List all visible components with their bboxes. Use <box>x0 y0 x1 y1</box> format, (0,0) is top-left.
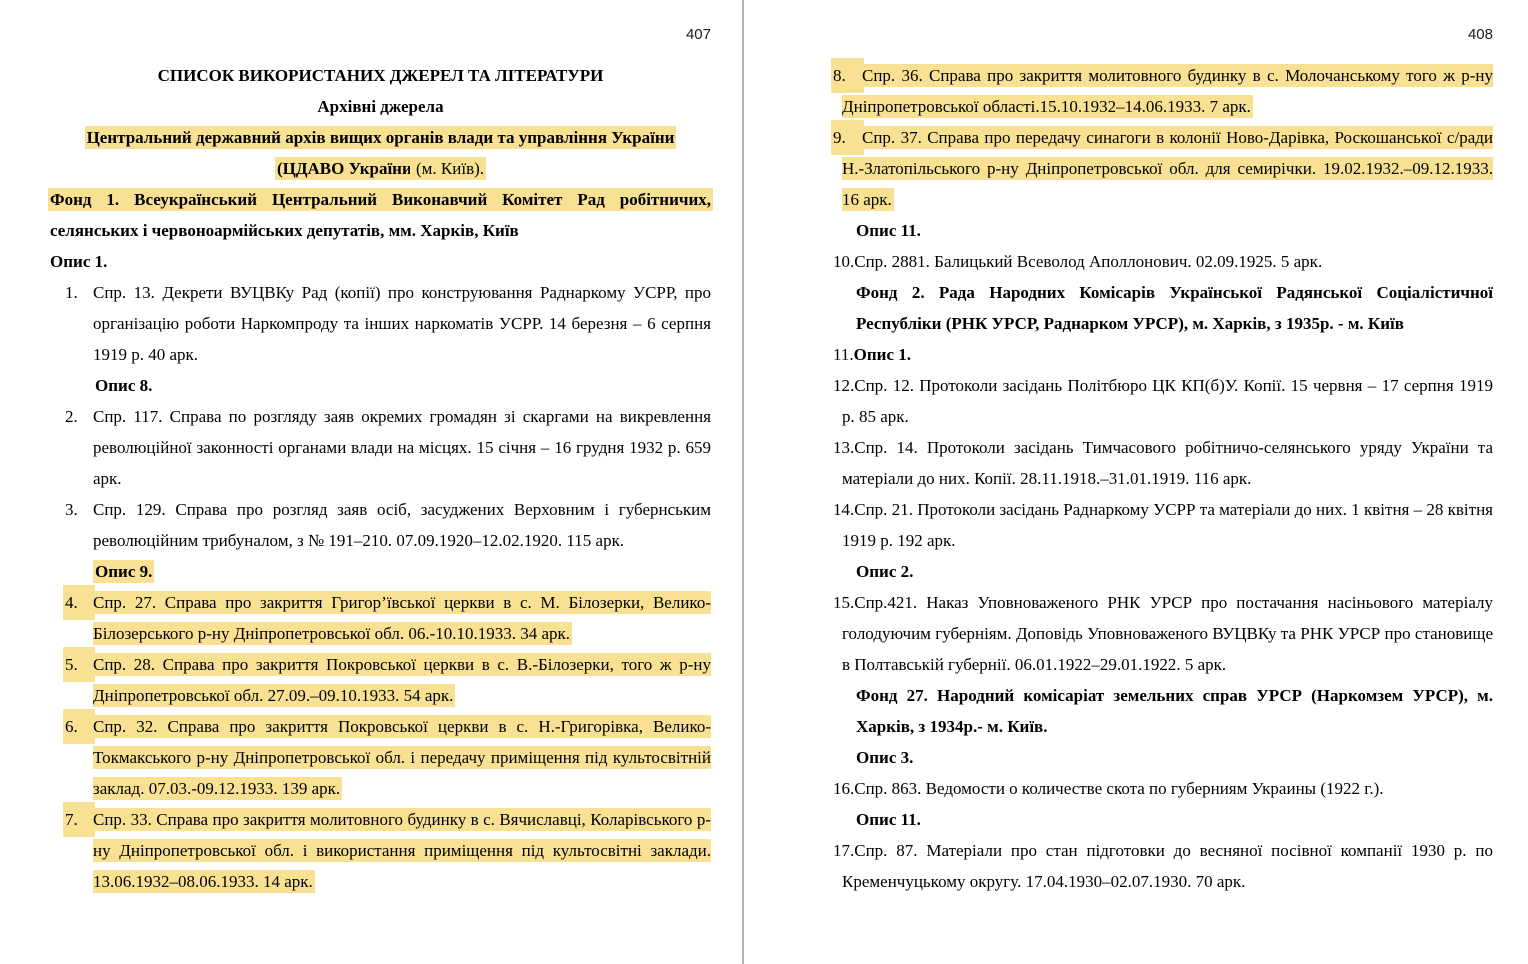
text-segment: Фонд 2. Рада Народних Комісарів Української Радянської Соціалістичної Республіки (РНК УРСР, Раднарком УРСР), м. Харків, з 1935р. - м. Київ <box>856 283 1493 333</box>
item-number: 16. <box>833 779 855 798</box>
opys-heading <box>50 246 711 277</box>
text-segment: Спр. 2881. Балицький Всеволод Аполлонович. 02.09.1925. 5 арк. <box>854 252 1323 271</box>
opys-heading <box>95 556 711 587</box>
text-segment: Опис 11. <box>856 221 921 240</box>
highlighted-text: Центральний державний архів вищих органів влади та управління України <box>86 128 675 147</box>
page-407 <box>50 0 711 897</box>
item-number: 10. <box>833 252 855 271</box>
text-segment: Фонд 27. Народний комісаріат земельних справ УРСР (Наркомзем УРСР), м. Харків, з 1934р.- м. Київ. <box>856 686 1493 736</box>
fond-heading <box>50 184 711 246</box>
text-segment: Опис 1. <box>50 252 108 271</box>
item-number: 1. <box>65 283 78 302</box>
archive-sources-subtitle <box>50 91 711 122</box>
document-title <box>50 60 711 91</box>
bibliography-item <box>833 587 1493 680</box>
text-segment: Спр. 129. Справа про розгляд заяв осіб, засуджених Верховним і губернським революційним трибуналом, з № 191–210. 07.09.1920–12.02.1920. 115 арк. <box>93 500 711 550</box>
highlighted-text: (ЦДАВО України <box>276 159 412 178</box>
bibliography-item <box>833 494 1493 556</box>
fond-heading <box>856 680 1493 742</box>
page-content <box>50 0 711 897</box>
item-number: 9. <box>833 122 862 153</box>
highlighted-text: Опис 9. <box>95 562 153 581</box>
text-segment: Опис 8. <box>95 376 153 395</box>
page-divider <box>742 0 744 964</box>
item-number: 7. <box>65 804 93 835</box>
bibliography-item <box>50 587 711 649</box>
bibliography-item <box>50 494 711 556</box>
bibliography-item <box>833 773 1493 804</box>
text-segment: Спр. 117. Справа по розгляду заяв окремих громадян зі скаргами на викревлення революційної законності органами влади на місцях. 15 січня – 16 грудня 1932 р. 659 арк. <box>93 407 711 488</box>
highlighted-text: Спр. 33. Справа про закриття молитовного будинку в с. Вячиславці, Коларівського р-ну Дніпропетровської обл. і використання приміщення під культосвітні заклади. 13.06.1932–08.06.1933. 14 арк. <box>93 810 711 891</box>
highlighted-text: Фонд 1. Всеукраїнський Центральний Виконавчий Комітет Рад робітничих, <box>50 190 711 209</box>
page-number: 407 <box>685 26 711 43</box>
item-number: 4. <box>65 587 93 618</box>
page-content <box>833 0 1493 897</box>
item-number: 8. <box>833 60 862 91</box>
fond-heading <box>856 277 1493 339</box>
text-segment: Опис 3. <box>856 748 914 767</box>
opys-heading <box>95 370 711 401</box>
item-number: 6. <box>65 711 93 742</box>
item-number: 5. <box>65 649 93 680</box>
page-number: 408 <box>1467 26 1493 43</box>
item-number: 2. <box>65 407 78 426</box>
bibliography-item <box>50 804 711 897</box>
text-segment: СПИСОК ВИКОРИСТАНИХ ДЖЕРЕЛ ТА ЛІТЕРАТУРИ <box>157 66 604 85</box>
opys-heading <box>856 804 1493 835</box>
text-segment: Спр.421. Наказ Уповноваженого РНК УРСР про постачання насіньового матеріалу голодуючим губерніям. Доповідь Уповноваженого ВУЦВКу та РНК УРСР про становище в Полтавській губернії. 06.01.1922–29.01.1922. 5 арк. <box>842 593 1493 674</box>
highlighted-text: Спр. 36. Справа про закриття молитовного будинку в с. Молочанському того ж р-ну Дніпропетровської області.15.10.1932–14.06.1933. 7 арк. <box>842 66 1493 116</box>
text-segment: Опис 11. <box>856 810 921 829</box>
text-segment: селянських і червоноармійських депутатів, мм. Харків, Київ <box>50 221 519 240</box>
bibliography-item <box>833 370 1493 432</box>
bibliography-item <box>50 277 711 370</box>
item-number: 3. <box>65 500 78 519</box>
opys-heading <box>856 215 1493 246</box>
highlighted-text: Спр. 28. Справа про закриття Покровської церкви в с. В.-Білозерки, того ж р-ну Дніпропетровської обл. 27.09.–09.10.1933. 54 арк. <box>93 655 711 705</box>
bibliography-item <box>50 711 711 804</box>
text-segment: Спр. 13. Декрети ВУЦВКу Рад (копії) про конструювання Раднаркому УСРР, про організацію роботи Наркомпроду та інших наркоматів УСРР. 14 березня – 6 серпня 1919 р. 40 арк. <box>93 283 711 364</box>
bibliography-item <box>833 835 1493 897</box>
item-number: 17. <box>833 841 855 860</box>
archive-name-heading <box>50 122 711 184</box>
opys-heading <box>856 556 1493 587</box>
item-number: 13. <box>833 438 855 457</box>
bibliography-item <box>50 649 711 711</box>
highlighted-text: (м. Київ). <box>411 159 485 178</box>
bibliography-item <box>833 122 1493 215</box>
text-segment: Спр. 87. Матеріали про стан підготовки до весняної посівної компанії 1930 р. по Кременчуцькому округу. 17.04.1930–02.07.1930. 70 арк. <box>842 841 1493 891</box>
item-number: 14. <box>833 500 855 519</box>
bibliography-item <box>833 246 1493 277</box>
highlighted-text: Спр. 32. Справа про закриття Покровської церкви в с. Н.-Григорівка, Велико-Токмакського р-ну Дніпропетровської обл. і передачу приміщення під культосвітній заклад. 07.03.-09.12.1933. 139 арк. <box>93 717 711 798</box>
highlighted-text: Спр. 27. Справа про закриття Григор’ївської церкви в с. М. Білозерки, Велико-Білозерського р-ну Дніпропетровської обл. 06.-10.10.1933. 34 арк. <box>93 593 711 643</box>
text-segment: Спр. 12. Протоколи засідань Політбюро ЦК КП(б)У. Копії. 15 червня – 17 серпня 1919 р. 85 арк. <box>842 376 1493 426</box>
item-number: 12. <box>833 376 855 395</box>
text-segment: Спр. 14. Протоколи засідань Тимчасового робітничо-селянського уряду України та матеріали до них. Копії. 28.11.1918.–31.01.1919. 116 арк. <box>842 438 1493 488</box>
bibliography-item <box>833 432 1493 494</box>
text-segment: Опис 2. <box>856 562 914 581</box>
item-number: 11. <box>833 345 854 364</box>
text-segment: Архівні джерела <box>317 97 444 116</box>
text-segment: Опис 1. <box>853 345 911 364</box>
text-segment: Спр. 863. Ведомости о количестве скота по губерниям Украины (1922 г.). <box>854 779 1384 798</box>
bibliography-item <box>50 401 711 494</box>
bibliography-item <box>833 60 1493 122</box>
bibliography-item <box>833 339 1493 370</box>
text-segment: Спр. 21. Протоколи засідань Раднаркому УСРР та матеріали до них. 1 квітня – 28 квітня 1919 р. 192 арк. <box>842 500 1493 550</box>
highlighted-text: Спр. 37. Справа про передачу синагоги в колонії Ново-Дарівка, Роскошанської с/ради Н.-Златопільського р-ну Дніпропетровської обл. для семирічки. 19.02.1932.–09.12.1933. 16 арк. <box>842 128 1493 209</box>
opys-heading <box>856 742 1493 773</box>
page-408 <box>833 0 1493 897</box>
item-number: 15. <box>833 593 855 612</box>
